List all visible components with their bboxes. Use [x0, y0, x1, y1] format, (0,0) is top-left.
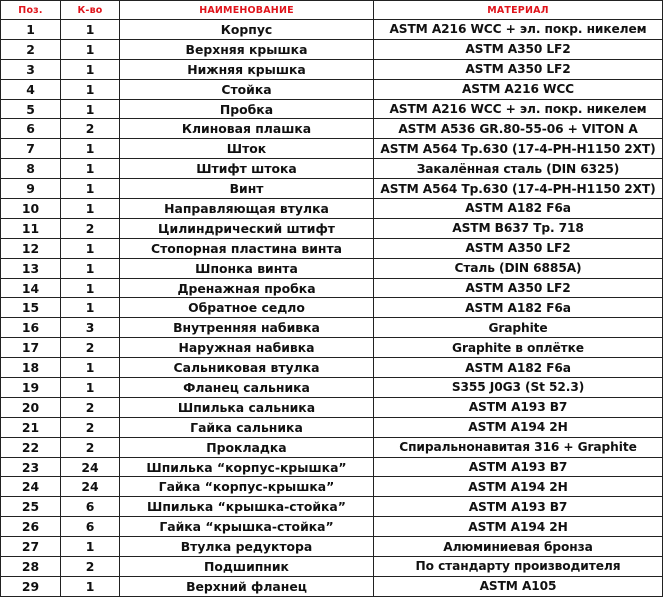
cell-qty: 1: [61, 79, 120, 99]
cell-qty: 2: [61, 417, 120, 437]
table-row: [1, 238, 663, 258]
table-row: [1, 139, 663, 159]
cell-name: Дренажная пробка: [120, 278, 374, 298]
cell-pos: 3: [1, 59, 61, 79]
table-row: [1, 79, 663, 99]
cell-name: Прокладка: [120, 437, 374, 457]
table-row: [1, 199, 663, 219]
cell-material: Сталь (DIN 6885A): [374, 258, 663, 278]
cell-name: Гайка сальника: [120, 417, 374, 437]
cell-material: ASTM A350 LF2: [374, 39, 663, 59]
table-row: [1, 179, 663, 199]
table-row: [1, 378, 663, 398]
cell-material: Закалённая сталь (DIN 6325): [374, 159, 663, 179]
cell-pos: 25: [1, 497, 61, 517]
table-row: [1, 358, 663, 378]
cell-material: ASTM A193 B7: [374, 497, 663, 517]
cell-pos: 1: [1, 20, 61, 40]
cell-name: Подшипник: [120, 557, 374, 577]
cell-material: ASTM A216 WCC + эл. покр. никелем: [374, 99, 663, 119]
cell-material: ASTM A216 WCC: [374, 79, 663, 99]
cell-qty: 1: [61, 278, 120, 298]
table-row: [1, 318, 663, 338]
cell-pos: 11: [1, 218, 61, 238]
cell-name: Нижняя крышка: [120, 59, 374, 79]
cell-name: Верхняя крышка: [120, 39, 374, 59]
cell-material: ASTM A194 2H: [374, 417, 663, 437]
cell-material: ASTM A564 Tp.630 (17-4-PH-H1150 2XT): [374, 139, 663, 159]
cell-material: ASTM A350 LF2: [374, 59, 663, 79]
cell-pos: 24: [1, 477, 61, 497]
cell-name: Внутренняя набивка: [120, 318, 374, 338]
cell-name: Клиновая плашка: [120, 119, 374, 139]
cell-pos: 18: [1, 358, 61, 378]
cell-material: ASTM A350 LF2: [374, 278, 663, 298]
table-body: [1, 20, 663, 597]
table-row: [1, 397, 663, 417]
table-row: [1, 497, 663, 517]
cell-name: Шпонка винта: [120, 258, 374, 278]
table-row: [1, 119, 663, 139]
cell-pos: 17: [1, 338, 61, 358]
cell-qty: 2: [61, 397, 120, 417]
cell-material: ASTM A182 F6a: [374, 298, 663, 318]
cell-material: S355 J0G3 (St 52.3): [374, 378, 663, 398]
table-row: [1, 338, 663, 358]
cell-material: Спиральнонавитая 316 + Graphite: [374, 437, 663, 457]
cell-qty: 2: [61, 338, 120, 358]
cell-pos: 21: [1, 417, 61, 437]
cell-pos: 20: [1, 397, 61, 417]
cell-qty: 1: [61, 179, 120, 199]
table-row: [1, 417, 663, 437]
cell-qty: 1: [61, 378, 120, 398]
cell-qty: 2: [61, 218, 120, 238]
cell-qty: 3: [61, 318, 120, 338]
cell-pos: 13: [1, 258, 61, 278]
table-row: [1, 99, 663, 119]
cell-pos: 14: [1, 278, 61, 298]
cell-material: ASTM A216 WCC + эл. покр. никелем: [374, 20, 663, 40]
cell-pos: 26: [1, 517, 61, 537]
cell-pos: 19: [1, 378, 61, 398]
cell-material: Алюминиевая бронза: [374, 537, 663, 557]
cell-qty: 1: [61, 159, 120, 179]
cell-qty: 6: [61, 517, 120, 537]
cell-name: Шпилька сальника: [120, 397, 374, 417]
cell-name: Шпилька “корпус-крышка”: [120, 457, 374, 477]
cell-material: Graphite: [374, 318, 663, 338]
cell-qty: 1: [61, 199, 120, 219]
cell-qty: 1: [61, 20, 120, 40]
cell-name: Наружная набивка: [120, 338, 374, 358]
cell-material: ASTM A194 2H: [374, 477, 663, 497]
cell-qty: 24: [61, 457, 120, 477]
cell-qty: 1: [61, 59, 120, 79]
cell-qty: 1: [61, 139, 120, 159]
cell-qty: 6: [61, 497, 120, 517]
cell-name: Штифт штока: [120, 159, 374, 179]
cell-name: Корпус: [120, 20, 374, 40]
table-row: [1, 477, 663, 497]
cell-material: ASTM A193 B7: [374, 457, 663, 477]
cell-pos: 7: [1, 139, 61, 159]
cell-material: ASTM A105: [374, 576, 663, 596]
cell-name: Верхний фланец: [120, 576, 374, 596]
cell-qty: 2: [61, 437, 120, 457]
cell-pos: 2: [1, 39, 61, 59]
cell-pos: 16: [1, 318, 61, 338]
header-pos: Поз.: [1, 1, 61, 20]
cell-name: Направляющая втулка: [120, 199, 374, 219]
table-row: [1, 159, 663, 179]
cell-name: Цилиндрический штифт: [120, 218, 374, 238]
cell-name: Гайка “корпус-крышка”: [120, 477, 374, 497]
cell-pos: 5: [1, 99, 61, 119]
cell-name: Шпилька “крышка-стойка”: [120, 497, 374, 517]
cell-material: ASTM A182 F6a: [374, 199, 663, 219]
cell-qty: 1: [61, 298, 120, 318]
table-row: [1, 20, 663, 40]
table-row: [1, 278, 663, 298]
cell-pos: 9: [1, 179, 61, 199]
cell-material: ASTM A564 Tp.630 (17-4-PH-H1150 2XT): [374, 179, 663, 199]
cell-material: ASTM A350 LF2: [374, 238, 663, 258]
table-row: [1, 258, 663, 278]
cell-material: Graphite в оплётке: [374, 338, 663, 358]
table-row: [1, 298, 663, 318]
table-row: [1, 557, 663, 577]
cell-qty: 1: [61, 258, 120, 278]
table-row: [1, 39, 663, 59]
cell-qty: 24: [61, 477, 120, 497]
header-material: МАТЕРИАЛ: [374, 1, 663, 20]
table-row: [1, 437, 663, 457]
table-row: [1, 537, 663, 557]
cell-qty: 1: [61, 576, 120, 596]
cell-material: ASTM B637 Tp. 718: [374, 218, 663, 238]
cell-name: Обратное седло: [120, 298, 374, 318]
cell-material: ASTM A182 F6a: [374, 358, 663, 378]
cell-pos: 6: [1, 119, 61, 139]
header-name: НАИМЕНОВАНИЕ: [120, 1, 374, 20]
cell-material: ASTM A193 B7: [374, 397, 663, 417]
cell-pos: 12: [1, 238, 61, 258]
cell-qty: 1: [61, 537, 120, 557]
table-row: [1, 218, 663, 238]
cell-name: Сальниковая втулка: [120, 358, 374, 378]
cell-qty: 1: [61, 238, 120, 258]
table-row: [1, 457, 663, 477]
cell-qty: 1: [61, 358, 120, 378]
cell-qty: 2: [61, 557, 120, 577]
cell-pos: 4: [1, 79, 61, 99]
cell-name: Пробка: [120, 99, 374, 119]
cell-name: Втулка редуктора: [120, 537, 374, 557]
cell-pos: 28: [1, 557, 61, 577]
cell-material: ASTM A194 2H: [374, 517, 663, 537]
cell-name: Стопорная пластина винта: [120, 238, 374, 258]
table-header-row: [1, 1, 663, 20]
cell-name: Гайка “крышка-стойка”: [120, 517, 374, 537]
cell-pos: 8: [1, 159, 61, 179]
cell-pos: 29: [1, 576, 61, 596]
cell-name: Стойка: [120, 79, 374, 99]
table-row: [1, 59, 663, 79]
cell-pos: 22: [1, 437, 61, 457]
cell-material: ASTM A536 GR.80-55-06 + VITON A: [374, 119, 663, 139]
table-row: [1, 517, 663, 537]
cell-pos: 23: [1, 457, 61, 477]
cell-name: Винт: [120, 179, 374, 199]
cell-pos: 27: [1, 537, 61, 557]
cell-pos: 10: [1, 199, 61, 219]
cell-name: Шток: [120, 139, 374, 159]
cell-pos: 15: [1, 298, 61, 318]
cell-qty: 1: [61, 39, 120, 59]
cell-material: По стандарту производителя: [374, 557, 663, 577]
header-qty: К-во: [61, 1, 120, 20]
cell-name: Фланец сальника: [120, 378, 374, 398]
table-row: [1, 576, 663, 596]
cell-qty: 1: [61, 99, 120, 119]
cell-qty: 2: [61, 119, 120, 139]
